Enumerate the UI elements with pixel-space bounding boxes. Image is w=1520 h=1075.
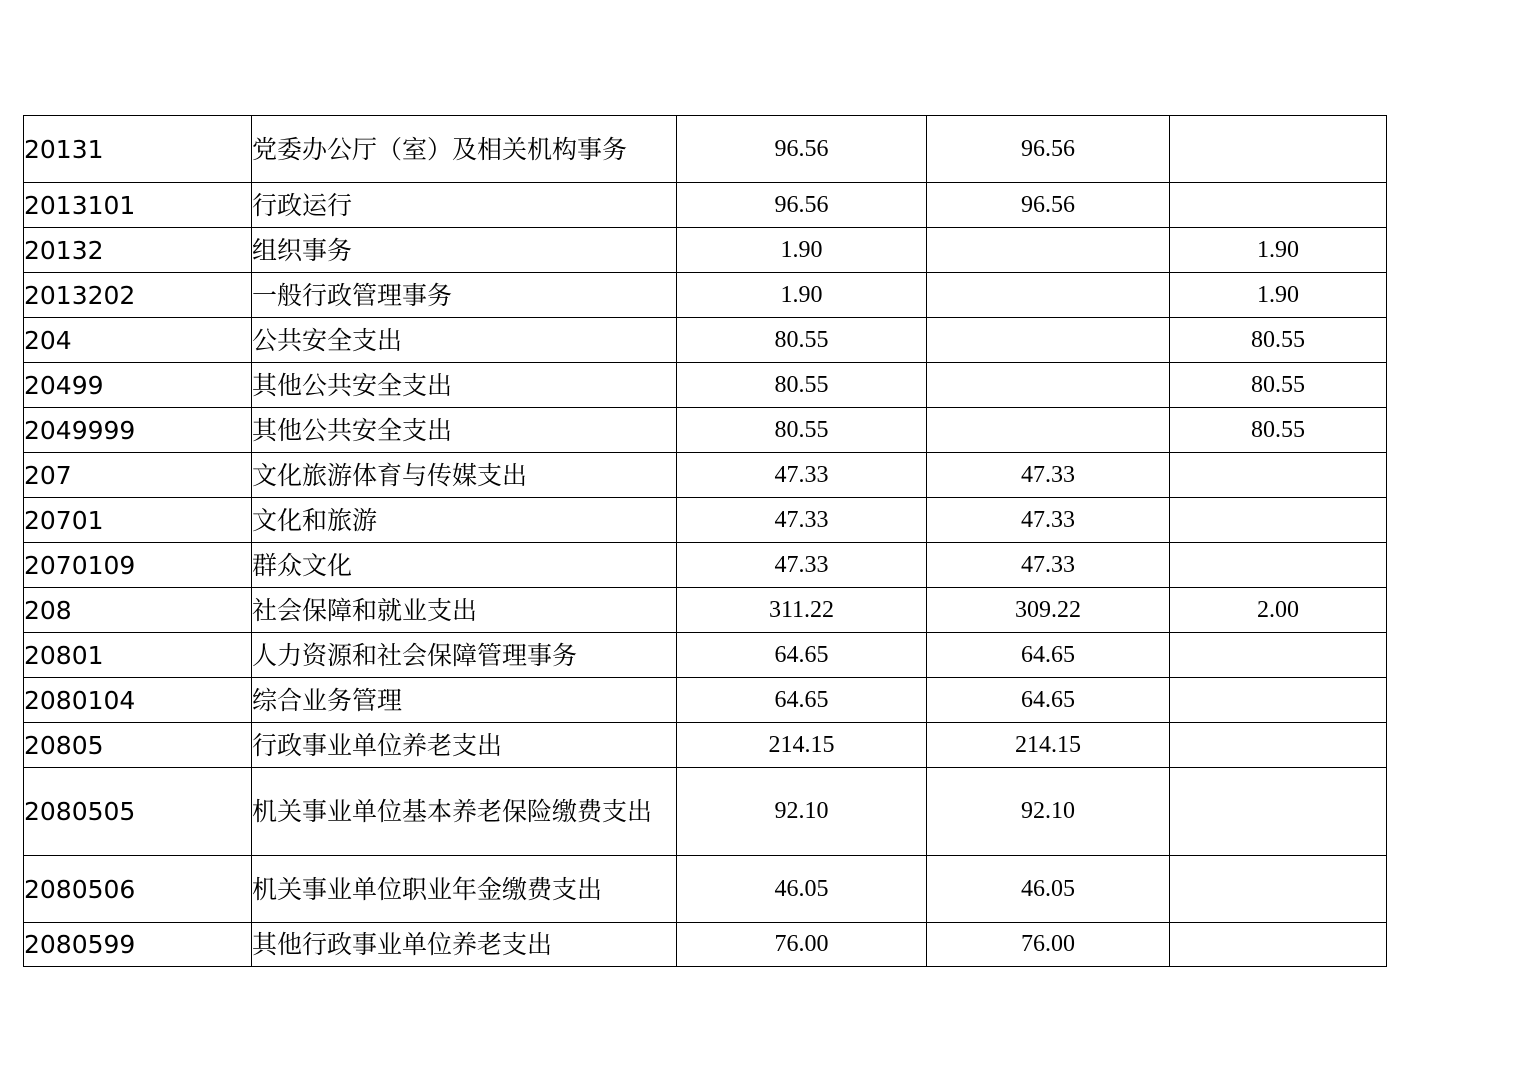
project-expenditure xyxy=(1170,923,1387,967)
subject-code: 20131 xyxy=(24,116,252,183)
total-amount: 80.55 xyxy=(677,408,927,453)
table-row xyxy=(24,363,1387,408)
subject-name: 其他公共安全支出 xyxy=(252,363,677,408)
table-row xyxy=(24,273,1387,318)
table-row xyxy=(24,318,1387,363)
project-expenditure xyxy=(1170,768,1387,856)
subject-name: 文化旅游体育与传媒支出 xyxy=(252,453,677,498)
project-expenditure: 80.55 xyxy=(1170,318,1387,363)
subject-code: 204 xyxy=(24,318,252,363)
basic-expenditure: 47.33 xyxy=(927,453,1170,498)
basic-expenditure xyxy=(927,318,1170,363)
basic-expenditure: 96.56 xyxy=(927,116,1170,183)
basic-expenditure: 92.10 xyxy=(927,768,1170,856)
total-amount: 47.33 xyxy=(677,453,927,498)
subject-name: 其他行政事业单位养老支出 xyxy=(252,923,677,967)
table-row xyxy=(24,856,1387,923)
total-amount: 64.65 xyxy=(677,678,927,723)
project-expenditure xyxy=(1170,678,1387,723)
table-row xyxy=(24,923,1387,967)
subject-name: 综合业务管理 xyxy=(252,678,677,723)
total-amount: 1.90 xyxy=(677,228,927,273)
project-expenditure xyxy=(1170,856,1387,923)
total-amount: 311.22 xyxy=(677,588,927,633)
total-amount: 47.33 xyxy=(677,543,927,588)
total-amount: 1.90 xyxy=(677,273,927,318)
total-amount: 80.55 xyxy=(677,363,927,408)
project-expenditure xyxy=(1170,116,1387,183)
total-amount: 46.05 xyxy=(677,856,927,923)
basic-expenditure: 47.33 xyxy=(927,543,1170,588)
subject-code: 2080506 xyxy=(24,856,252,923)
subject-code: 2070109 xyxy=(24,543,252,588)
table-row xyxy=(24,543,1387,588)
table-row xyxy=(24,228,1387,273)
subject-code: 208 xyxy=(24,588,252,633)
total-amount: 96.56 xyxy=(677,116,927,183)
subject-code: 20805 xyxy=(24,723,252,768)
table-row xyxy=(24,678,1387,723)
total-amount: 96.56 xyxy=(677,183,927,228)
basic-expenditure: 214.15 xyxy=(927,723,1170,768)
basic-expenditure: 309.22 xyxy=(927,588,1170,633)
subject-code: 2049999 xyxy=(24,408,252,453)
subject-code: 207 xyxy=(24,453,252,498)
project-expenditure xyxy=(1170,498,1387,543)
subject-name: 机关事业单位职业年金缴费支出 xyxy=(252,856,677,923)
subject-name: 党委办公厅（室）及相关机构事务 xyxy=(252,116,677,183)
subject-name: 人力资源和社会保障管理事务 xyxy=(252,633,677,678)
table-row xyxy=(24,116,1387,183)
budget-expenditure-table xyxy=(23,115,1387,967)
basic-expenditure: 76.00 xyxy=(927,923,1170,967)
project-expenditure: 1.90 xyxy=(1170,228,1387,273)
basic-expenditure: 47.33 xyxy=(927,498,1170,543)
subject-name: 行政运行 xyxy=(252,183,677,228)
table-row xyxy=(24,498,1387,543)
table-row xyxy=(24,723,1387,768)
subject-name: 行政事业单位养老支出 xyxy=(252,723,677,768)
subject-name: 文化和旅游 xyxy=(252,498,677,543)
project-expenditure: 2.00 xyxy=(1170,588,1387,633)
subject-code: 20701 xyxy=(24,498,252,543)
basic-expenditure xyxy=(927,408,1170,453)
subject-name: 公共安全支出 xyxy=(252,318,677,363)
basic-expenditure xyxy=(927,273,1170,318)
total-amount: 76.00 xyxy=(677,923,927,967)
total-amount: 64.65 xyxy=(677,633,927,678)
subject-name: 组织事务 xyxy=(252,228,677,273)
project-expenditure xyxy=(1170,453,1387,498)
table-row xyxy=(24,633,1387,678)
project-expenditure xyxy=(1170,543,1387,588)
basic-expenditure xyxy=(927,228,1170,273)
subject-name: 社会保障和就业支出 xyxy=(252,588,677,633)
project-expenditure xyxy=(1170,633,1387,678)
table-body xyxy=(24,116,1387,967)
basic-expenditure xyxy=(927,363,1170,408)
total-amount: 80.55 xyxy=(677,318,927,363)
basic-expenditure: 96.56 xyxy=(927,183,1170,228)
total-amount: 92.10 xyxy=(677,768,927,856)
total-amount: 47.33 xyxy=(677,498,927,543)
table-row xyxy=(24,183,1387,228)
basic-expenditure: 46.05 xyxy=(927,856,1170,923)
subject-code: 20499 xyxy=(24,363,252,408)
subject-code: 20132 xyxy=(24,228,252,273)
table-row xyxy=(24,588,1387,633)
subject-name: 一般行政管理事务 xyxy=(252,273,677,318)
basic-expenditure: 64.65 xyxy=(927,633,1170,678)
table-row xyxy=(24,408,1387,453)
subject-code: 2013101 xyxy=(24,183,252,228)
subject-code: 2080599 xyxy=(24,923,252,967)
basic-expenditure: 64.65 xyxy=(927,678,1170,723)
table-row xyxy=(24,453,1387,498)
subject-name: 群众文化 xyxy=(252,543,677,588)
total-amount: 214.15 xyxy=(677,723,927,768)
subject-name: 其他公共安全支出 xyxy=(252,408,677,453)
subject-code: 20801 xyxy=(24,633,252,678)
project-expenditure xyxy=(1170,183,1387,228)
subject-code: 2080505 xyxy=(24,768,252,856)
project-expenditure xyxy=(1170,723,1387,768)
table-row xyxy=(24,768,1387,856)
subject-code: 2080104 xyxy=(24,678,252,723)
project-expenditure: 1.90 xyxy=(1170,273,1387,318)
project-expenditure: 80.55 xyxy=(1170,408,1387,453)
project-expenditure: 80.55 xyxy=(1170,363,1387,408)
subject-name: 机关事业单位基本养老保险缴费支出 xyxy=(252,768,677,856)
subject-code: 2013202 xyxy=(24,273,252,318)
